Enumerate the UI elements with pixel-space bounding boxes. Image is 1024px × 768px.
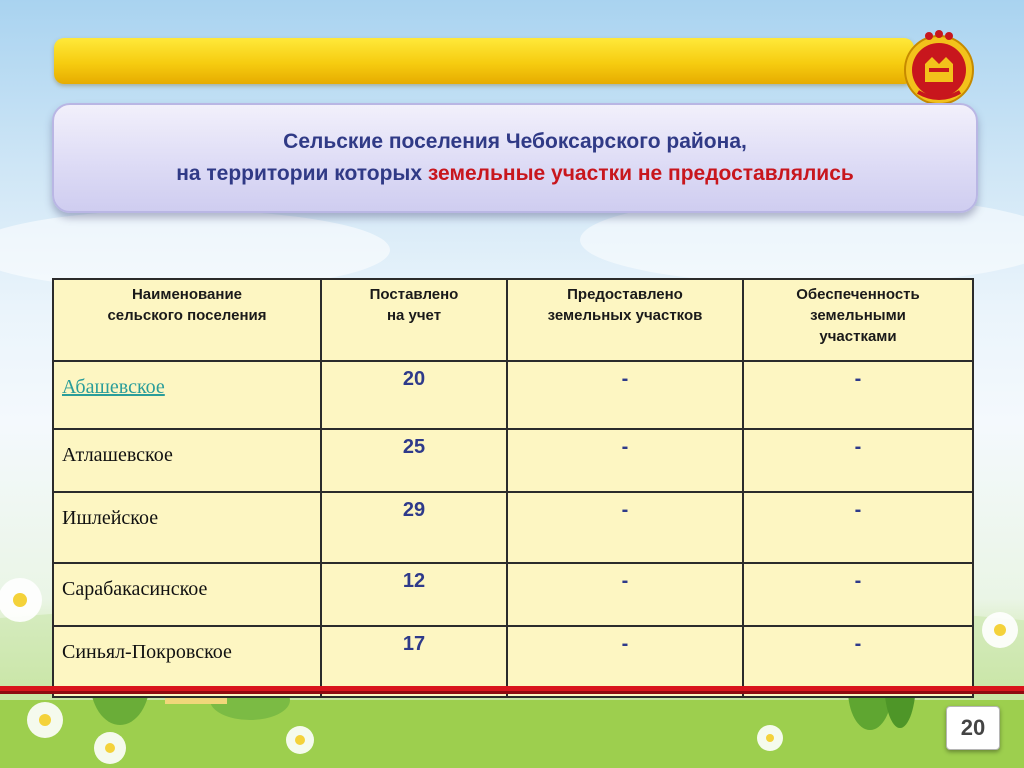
title-highlight-text: земельные участки не предоставлялись bbox=[427, 162, 854, 185]
header-registered: Поставлено на учет bbox=[321, 279, 507, 361]
red-divider-line bbox=[0, 686, 1024, 694]
header-settlement-name: Наименование сельского поселения bbox=[53, 279, 321, 361]
title-normal-text: на территории которых bbox=[176, 162, 428, 185]
supply-cell: - bbox=[743, 361, 973, 429]
provided-cell: - bbox=[507, 563, 743, 626]
title-line-2 bbox=[176, 158, 854, 190]
table-row bbox=[53, 492, 973, 563]
provided-cell: - bbox=[507, 361, 743, 429]
provided-cell: - bbox=[507, 429, 743, 492]
table-row bbox=[53, 361, 973, 429]
registered-cell: 12 bbox=[321, 563, 507, 626]
supply-cell: - bbox=[743, 492, 973, 563]
page-number-badge: 20 bbox=[946, 706, 1000, 750]
registered-cell: 17 bbox=[321, 626, 507, 697]
header-provided: Предоставлено земельных участков bbox=[507, 279, 743, 361]
table-row bbox=[53, 563, 973, 626]
settlements-table bbox=[52, 278, 974, 698]
provided-cell: - bbox=[507, 492, 743, 563]
settlement-name-cell: Атлашевское bbox=[53, 429, 321, 492]
title-line-1: Сельские поселения Чебоксарского района, bbox=[283, 130, 747, 153]
settlement-name-cell: Сарабакасинское bbox=[53, 563, 321, 626]
title-panel bbox=[52, 103, 978, 213]
registered-cell: 29 bbox=[321, 492, 507, 563]
settlement-name-cell[interactable] bbox=[53, 361, 321, 429]
settlement-name-cell: Ишлейское bbox=[53, 492, 321, 563]
chuvashia-emblem-icon bbox=[896, 26, 982, 106]
table-header-row bbox=[53, 279, 973, 361]
header-supply: Обеспеченность земельными участками bbox=[743, 279, 973, 361]
table-row bbox=[53, 429, 973, 492]
provided-cell: - bbox=[507, 626, 743, 697]
supply-cell: - bbox=[743, 626, 973, 697]
registered-cell: 20 bbox=[321, 361, 507, 429]
supply-cell: - bbox=[743, 563, 973, 626]
registered-cell: 25 bbox=[321, 429, 507, 492]
supply-cell: - bbox=[743, 429, 973, 492]
settlement-name-cell: Синьял-Покровское bbox=[53, 626, 321, 697]
settlement-link-abashevskoe[interactable]: Абашевское bbox=[62, 376, 165, 398]
top-decorative-bar bbox=[54, 38, 914, 84]
